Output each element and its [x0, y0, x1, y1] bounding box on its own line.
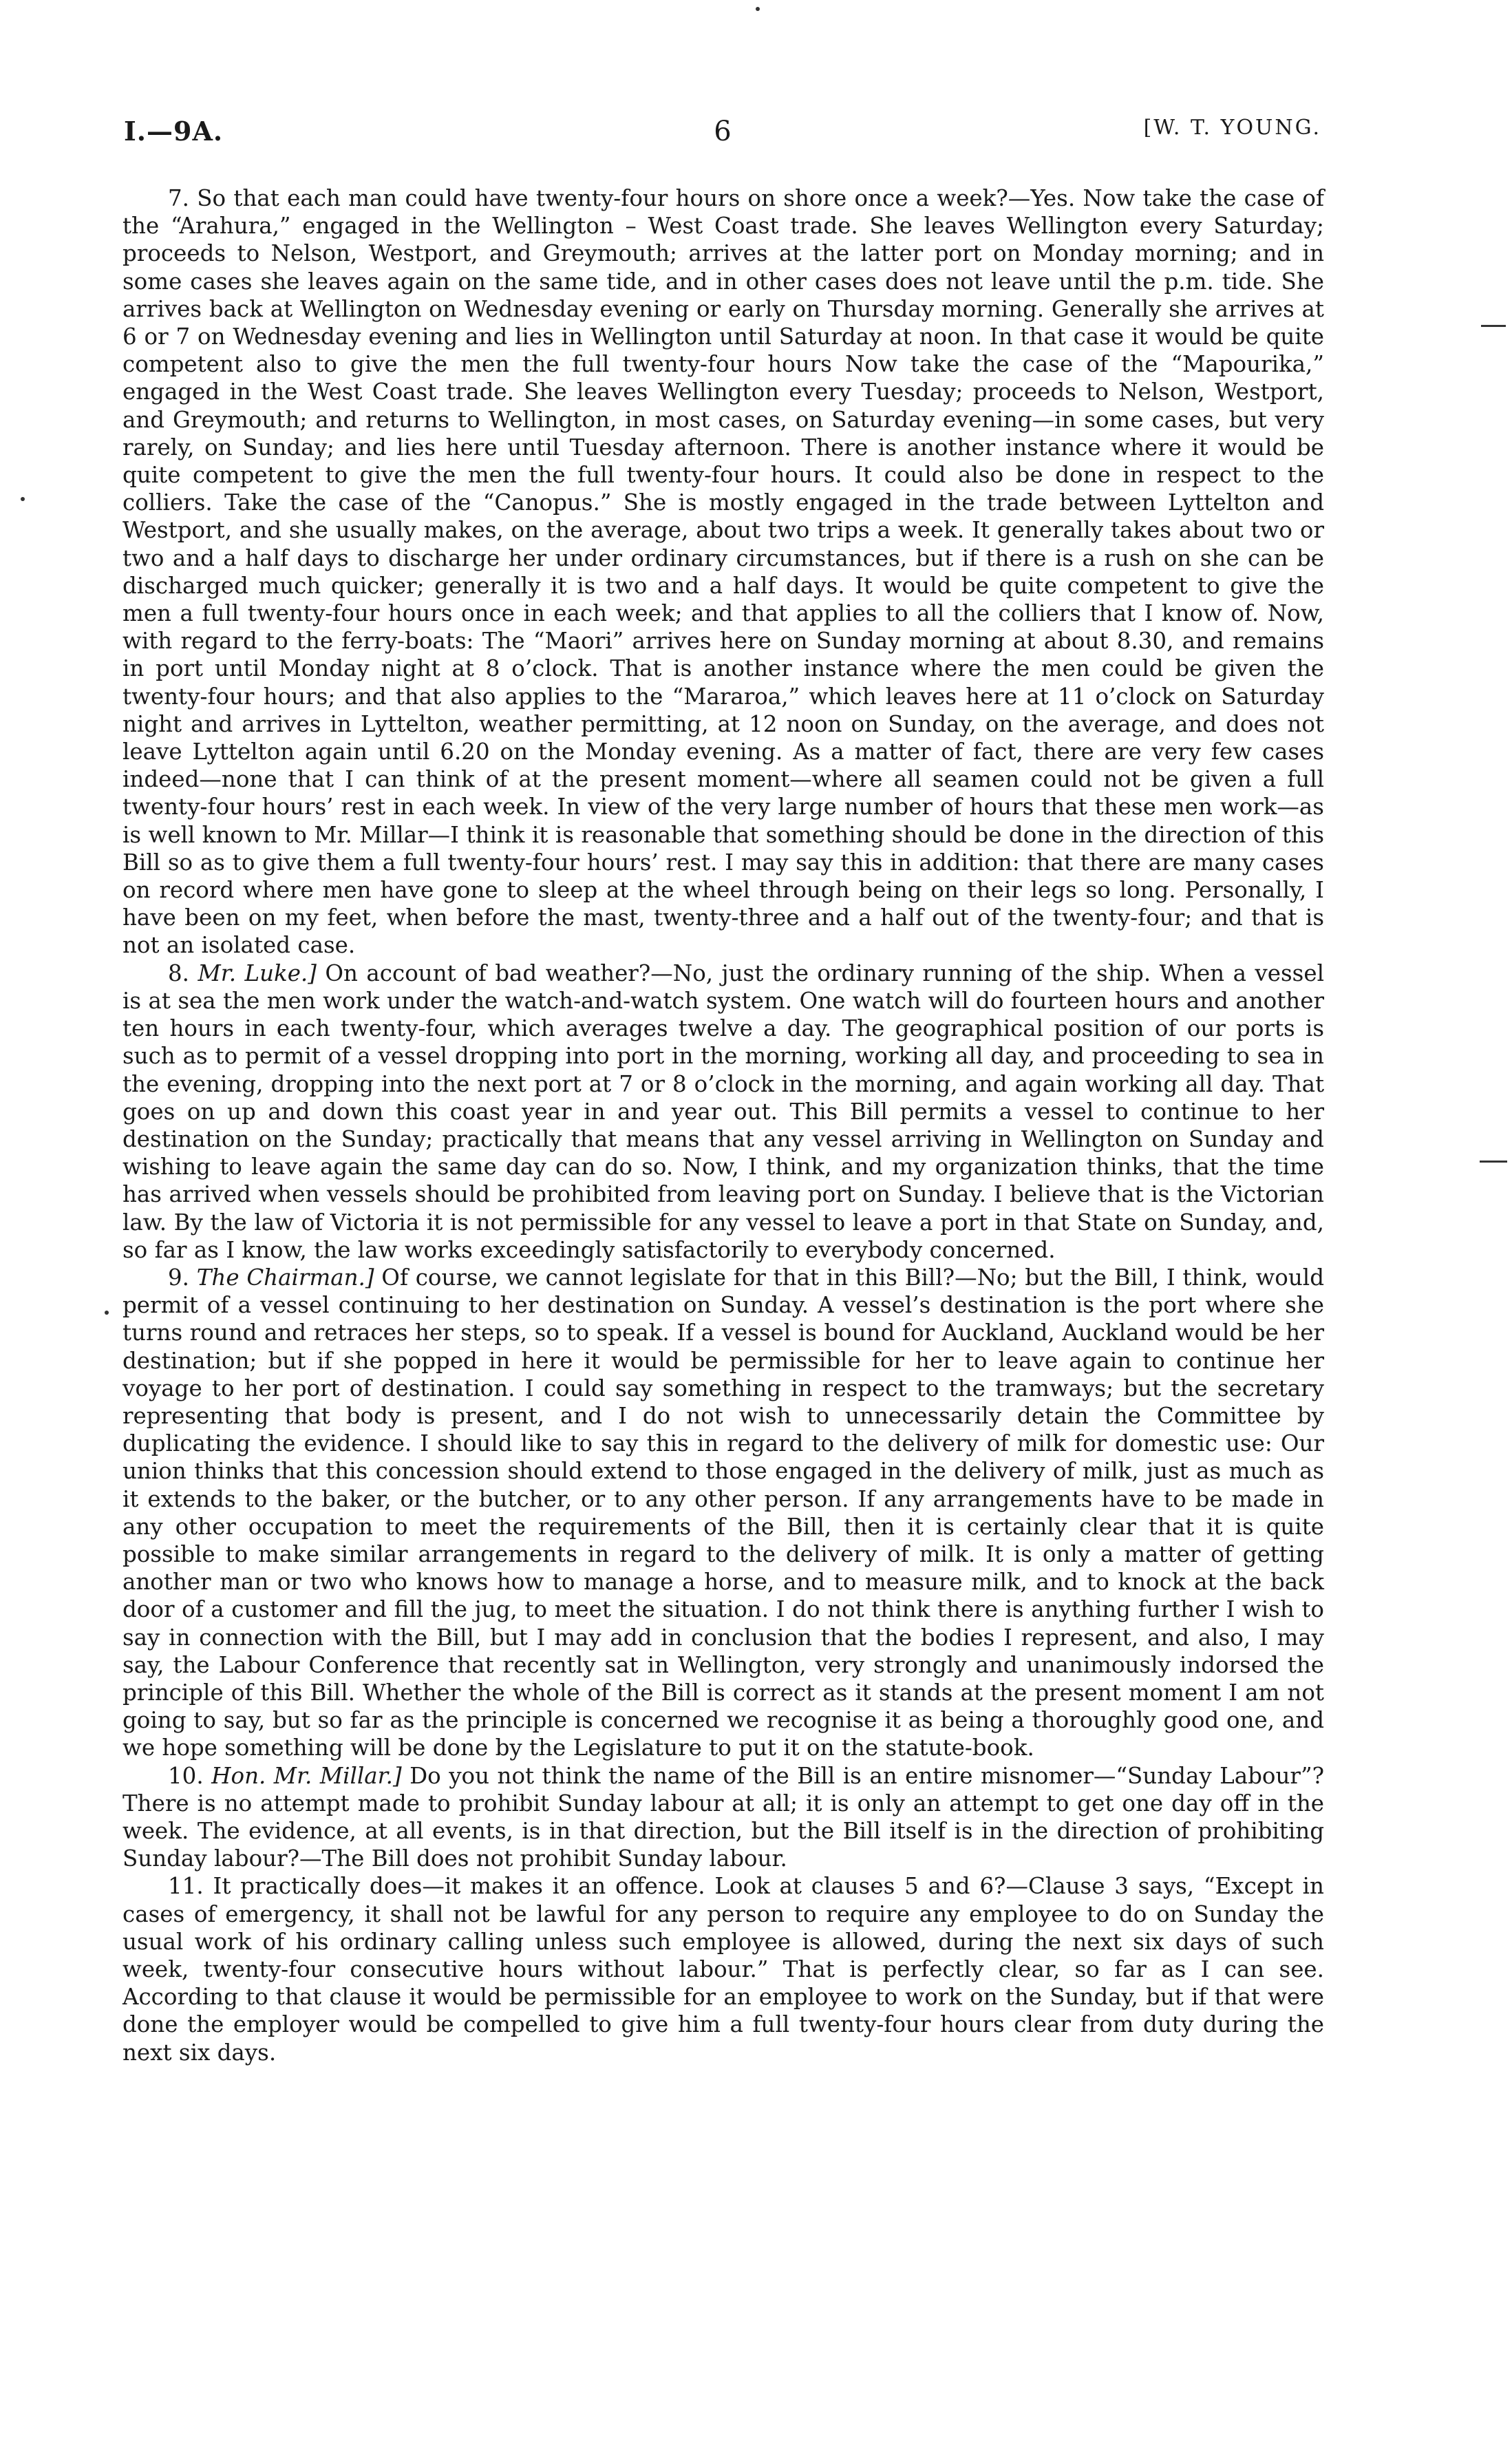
question-number: 10.: [168, 1762, 204, 1789]
evidence-body: [123, 184, 1324, 2066]
margin-dot-mark: [21, 497, 25, 501]
question-number: 7.: [168, 185, 190, 211]
page-header: [124, 116, 1321, 157]
question-text: So that each man could have twenty-four hours on shore once a week?—Yes. Now take the case of the “Arahura,” engaged in the Wellington – West Coast trade. She leaves Wellington every Saturday; proceeds to Nelson, Westport, and Greymouth; arrives at the latter port on Monday morning; and in some cases she leaves again on the same tide, and in other cases does not leave until the p.m. tide. She arrives back at Wellington on Wednesday evening or early on Thursday morning. Generally she arrives at 6 or 7 on Wednesday evening and lies in Wellington until Saturday at noon. In that case it would be quite competent also to give the men the full twenty-four hours Now take the case of the “Mapourika,” engaged in the West Coast trade. She leaves Wellington every Tuesday; proceeds to Nelson, Westport, and Greymouth; and returns to Wellington, in most cases, on Saturday evening—in some cases, but very rarely, on Sunday; and lies here until Tuesday afternoon. There is another instance where it would be quite competent to give the men the full twenty-four hours. It could also be done in respect to the colliers. Take the case of the “Canopus.” She is mostly engaged in the trade between Lyttelton and Westport, and she usually makes, on the average, about two trips a week. It generally takes about two or two and a half days to discharge her under ordinary circumstances, but if there is a rush on she can be discharged much quicker; generally it is two and a half days. It would be quite competent to give the men a full twenty-four hours once in each week; and that applies to all the colliers that I know of. Now, with regard to the ferry-boats: The “Maori” arrives here on Sunday morning at about 8.30, and remains in port until Monday night at 8 o’clock. That is another instance where the men could be given the twenty-four hours; and that also applies to the “Mararoa,” which leaves here at 11 o’clock on Saturday night and arrives in Lyttelton, weather permitting, at 12 noon on Sunday, on the average, and does not leave Lyttelton again until 6.20 on the Monday evening. As a matter of fact, there are very few cases indeed—none that I can think of at the present moment—where all seamen could not be given a full twenty-four hours’ rest in each week. In view of the very large number of hours that these men work—as is well known to Mr. Millar—I think it is reasonable that something should be done in the direction of this Bill so as to give them a full twenty-four hours’ rest. I may say this in addition: that there are many cases on record where men have gone to sleep at the wheel through being on their legs so long. Personally, I have been on my feet, when before the mast, twenty-three and a half out of the twenty-four; and that is not an isolated case.: [123, 185, 1324, 959]
margin-dot-mark: [105, 1311, 109, 1315]
margin-dash-mark: [1480, 1161, 1507, 1163]
question-text: Do you not think the name of the Bill is an entire misnomer—“Sunday Labour”? There is no attempt made to prohibit Sunday labour at all; it is only an attempt to get one day off in the week. The evidence, at all events, is in that direction, but the Bill itself is in the direction of prohibiting Sunday labour?—The Bill does not prohibit Sunday labour.: [123, 1762, 1324, 1872]
question-11: [123, 1872, 1324, 2066]
speaker-label: Mr. Luke.]: [198, 960, 317, 986]
question-text: Of course, we cannot legislate for that in this Bill?—No; but the Bill, I think, would permit of a vessel continuing to her destination on Sunday. A vessel’s destination is the port where she turns round and retraces her steps, so to speak. If a vessel is bound for Auckland, Auckland would be her destination; but if she popped in here it would be permissible for her to leave again to continue her voyage to her port of destination. I could say something in respect to the tramways; but the secretary representing that body is present, and I do not wish to unnecessarily detain the Committee by duplicating the evidence. I should like to say this in regard to the delivery of milk for domestic use: Our union thinks that this concession should extend to those engaged in the delivery of milk, just as much as it extends to the baker, or the butcher, or to any other person. If any arrangements have to be made in any other occupation to meet the requirements of the Bill, then it is certainly clear that it is quite possible to make similar arrangements in regard to the delivery of milk. It is only a matter of getting another man or two who knows how to manage a horse, and to measure milk, and to knock at the back door of a customer and fill the jug, to meet the situation. I do not think there is anything further I wish to say in connection with the Bill, but I may add in conclusion that the bodies I represent, and also, I may say, the Labour Conference that recently sat in Wellington, very strongly and unanimously indorsed the principle of this Bill. Whether the whole of the Bill is correct as it stands at the present moment I am not going to say, but so far as the principle is concerned we recognise it as being a thoroughly good one, and we hope something will be done by the Legislature to put it on the statute-book.: [123, 1264, 1324, 1761]
margin-dash-mark: [1481, 325, 1506, 327]
question-text: On account of bad weather?—No, just the ordinary running of the ship. When a vessel is at sea the men work under the watch-and-watch system. One watch will do fourteen hours and another ten hours in each twenty-four, which averages twelve a day. The geographical position of our ports is such as to permit of a vessel dropping into port in the morning, working all day, and proceeding to sea in the evening, dropping into the next port at 7 or 8 o’clock in the morning, and again working all day. That goes on up and down this coast year in and year out. This Bill permits a vessel to continue to her destination on the Sunday; practically that means that any vessel arriving in Wellington on Sunday and wishing to leave again the same day can do so. Now, I think, and my organization thinks, that the time has arrived when vessels should be prohibited from leaving port on Sunday. I believe that is the Victorian law. By the law of Victoria it is not permissible for any vessel to leave a port in that State on Sunday, and, so far as I know, the law works exceedingly satisfactorily to everybody concerned.: [123, 960, 1324, 1263]
question-8: [123, 960, 1324, 1264]
margin-dot-mark: [756, 7, 760, 11]
question-9: [123, 1264, 1324, 1762]
question-number: 11.: [168, 1873, 204, 1900]
witness-name: [W. T. YOUNG.: [1143, 116, 1321, 140]
question-number: 8.: [168, 960, 190, 986]
speaker-label: The Chairman.]: [196, 1264, 374, 1291]
question-number: 9.: [168, 1264, 190, 1291]
question-7: [123, 184, 1324, 960]
witness-name-text: W. T. YOUNG.: [1153, 116, 1321, 140]
speaker-label: Hon. Mr. Millar.]: [211, 1762, 402, 1789]
question-text: It practically does—it makes it an offence. Look at clauses 5 and 6?—Clause 3 says, “Except in cases of emergency, it shall not be lawful for any person to require any employee to do on Sunday the usual work of his ordinary calling unless such employee is allowed, during the next six days of such week, twenty-four consecutive hours without labour.” That is perfectly clear, so far as I can see. According to that clause it would be permissible for an employee to work on the Sunday, but if that were done the employer would be compelled to give him a full twenty-four hours clear from duty during the next six days.: [123, 1873, 1324, 2066]
page-number: 6: [714, 116, 732, 147]
question-10: [123, 1762, 1324, 1873]
paper-reference: I.—9A.: [124, 116, 224, 147]
